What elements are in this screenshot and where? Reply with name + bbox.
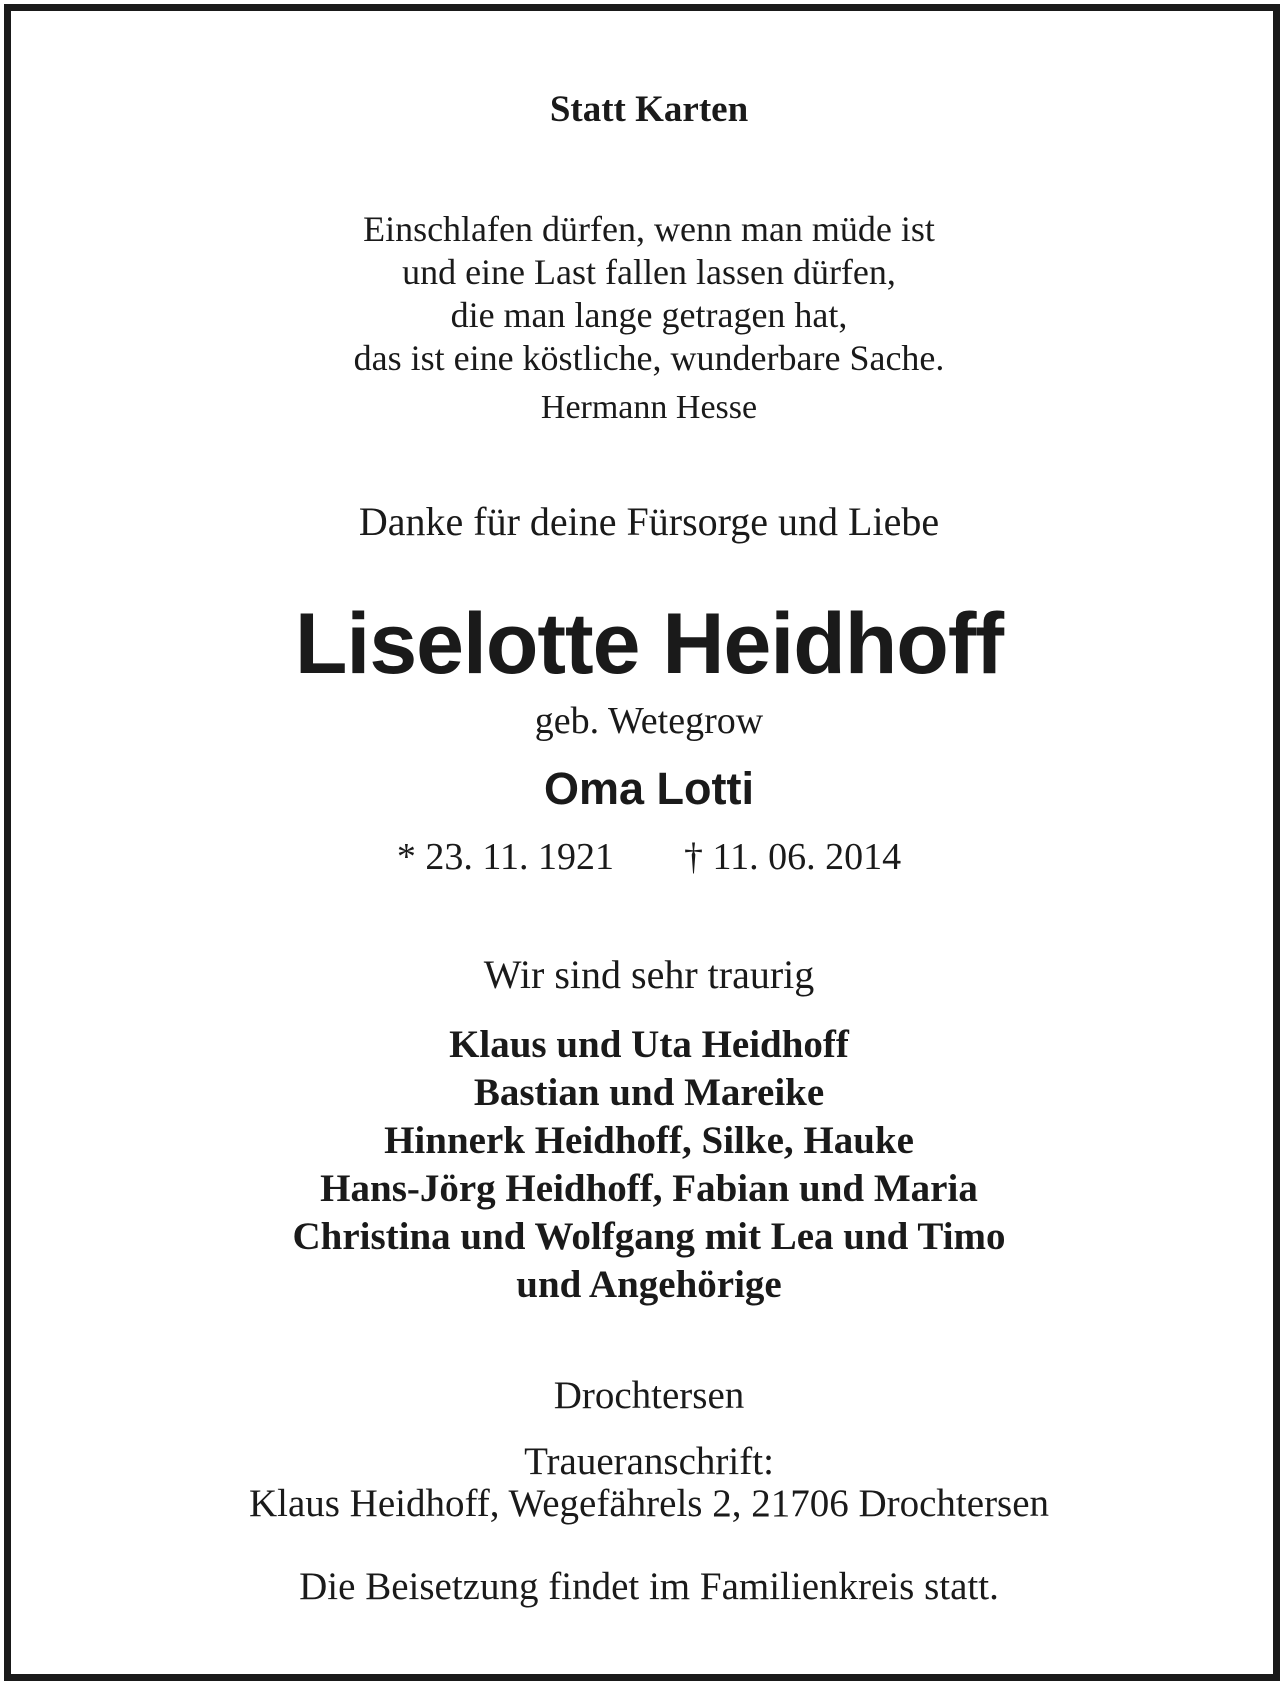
notice-header: Statt Karten	[549, 89, 749, 130]
sadness-line: Wir sind sehr traurig	[483, 952, 815, 997]
life-dates	[11, 838, 1280, 876]
maiden-name: geb. Wetegrow	[534, 700, 764, 742]
condolence-address-label: Traueranschrift:	[524, 1440, 774, 1483]
mourner-line: Hans-Jörg Heidhoff, Fabian und Maria	[320, 1167, 978, 1210]
poem-line: das ist eine köstliche, wunderbare Sache.	[353, 338, 945, 378]
mourner-line: Bastian und Mareike	[473, 1071, 825, 1114]
poem-author: Hermann Hesse	[540, 389, 758, 426]
place: Drochtersen	[553, 1374, 745, 1417]
mourner-line: Christina und Wolfgang mit Lea und Timo	[292, 1215, 1006, 1258]
birth-date: * 23. 11. 1921	[396, 836, 614, 878]
nickname: Oma Lotti	[544, 763, 754, 814]
condolence-address: Klaus Heidhoff, Wegefährels 2, 21706 Drochtersen	[248, 1482, 1050, 1525]
mourner-line: und Angehörige	[516, 1263, 782, 1306]
mourner-line: Hinnerk Heidhoff, Silke, Hauke	[384, 1119, 914, 1162]
death-date: † 11. 06. 2014	[684, 836, 902, 878]
poem-line: und eine Last fallen lassen dürfen,	[402, 252, 896, 292]
funeral-note: Die Beisetzung findet im Familienkreis statt.	[299, 1565, 999, 1608]
mourner-line: Klaus und Uta Heidhoff	[449, 1023, 849, 1066]
obituary-notice	[4, 4, 1280, 1681]
poem-line: die man lange getragen hat,	[450, 295, 848, 335]
thanks-line: Danke für deine Fürsorge und Liebe	[358, 499, 940, 544]
deceased-name: Liselotte Heidhoff	[294, 596, 1004, 692]
poem-line: Einschlafen dürfen, wenn man müde ist	[363, 209, 935, 249]
